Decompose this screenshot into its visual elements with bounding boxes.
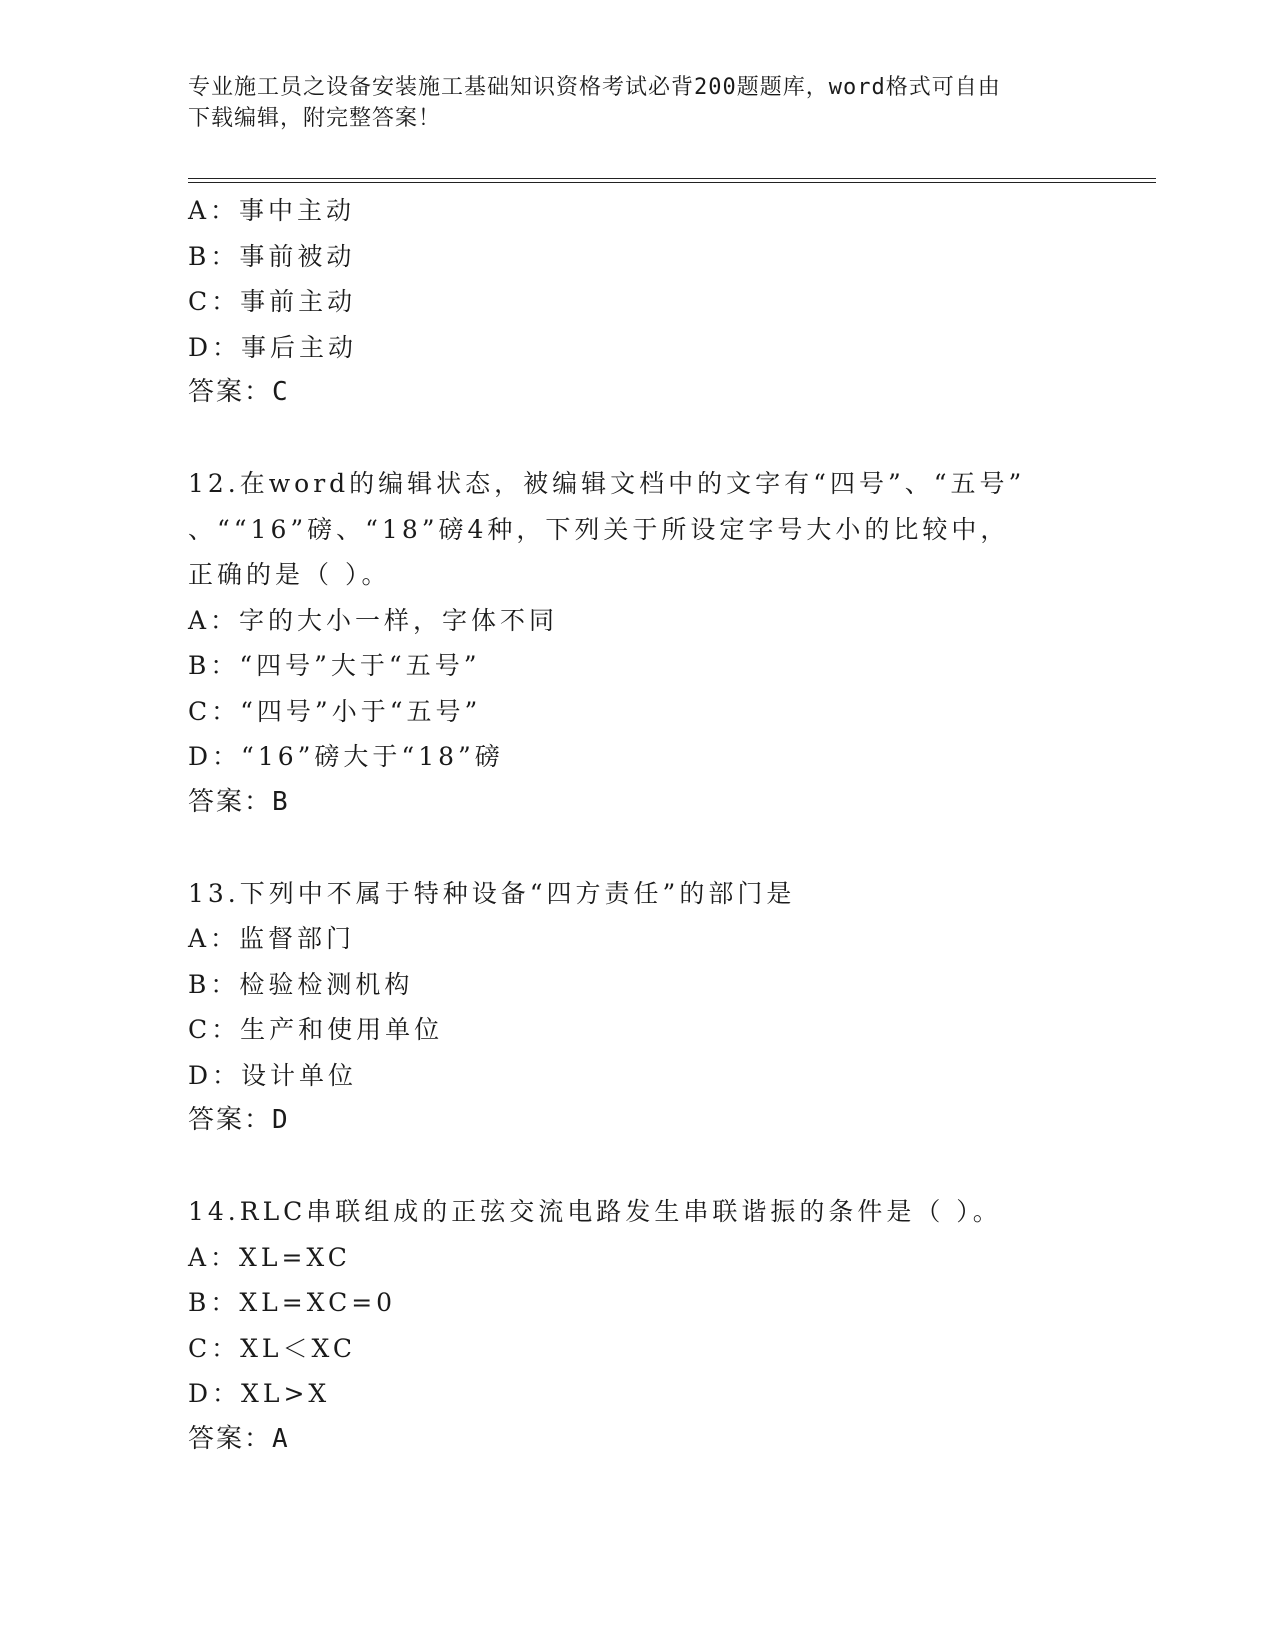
question-stem: 正确的是（ ）。 (188, 560, 391, 589)
option-d: D：XL>X (188, 1379, 331, 1408)
header-line-1: 专业施工员之设备安装施工基础知识资格考试必背200题题库，word格式可自由 (188, 75, 1001, 100)
spacer (188, 1144, 1088, 1190)
answer: 答案：C (188, 377, 290, 407)
option-a: A：事中主动 (188, 196, 356, 225)
question-14 (188, 1189, 1088, 1462)
header-divider (188, 178, 1156, 183)
answer: 答案：D (188, 1105, 290, 1135)
question-stem: 12.在word的编辑状态，被编辑文档中的文字有“四号”、“五号” (188, 469, 1026, 498)
document-header (188, 72, 1088, 134)
answer: 答案：B (188, 786, 290, 817)
question-stem: 、““16”磅、“18”磅4种，下列关于所设定字号大小的比较中， (188, 514, 1010, 544)
option-c: C：事前主动 (188, 287, 357, 316)
option-b: B：事前被动 (188, 241, 356, 271)
question-list (188, 188, 1088, 1462)
option-d: D：设计单位 (188, 1060, 358, 1090)
option-a: A：监督部门 (188, 924, 356, 953)
option-a: A：字的大小一样，字体不同 (188, 605, 559, 635)
question-stem: 14.RLC串联组成的正弦交流电路发生串联谐振的条件是（ ）。 (188, 1197, 1002, 1226)
option-b: B：“四号”大于“五号” (188, 651, 481, 680)
option-d: D：“16”磅大于“18”磅 (188, 742, 504, 771)
option-c: C：XL＜XC (188, 1333, 357, 1363)
header-line-2: 下载编辑，附完整答案！ (188, 106, 442, 131)
question-stem: 13.下列中不属于特种设备“四方责任”的部门是 (188, 878, 796, 908)
question-11 (188, 188, 1088, 416)
option-b: B：XL=XC=0 (188, 1288, 397, 1317)
option-b: B：检验检测机构 (188, 969, 414, 999)
question-13 (188, 871, 1088, 1144)
option-d: D：事后主动 (188, 332, 358, 362)
option-c: C：“四号”小于“五号” (188, 696, 482, 726)
answer: 答案：A (188, 1423, 290, 1454)
spacer (188, 825, 1088, 871)
question-12 (188, 461, 1088, 825)
option-c: C：生产和使用单位 (188, 1015, 444, 1044)
option-a: A：XL=XC (188, 1242, 351, 1272)
spacer (188, 416, 1088, 462)
